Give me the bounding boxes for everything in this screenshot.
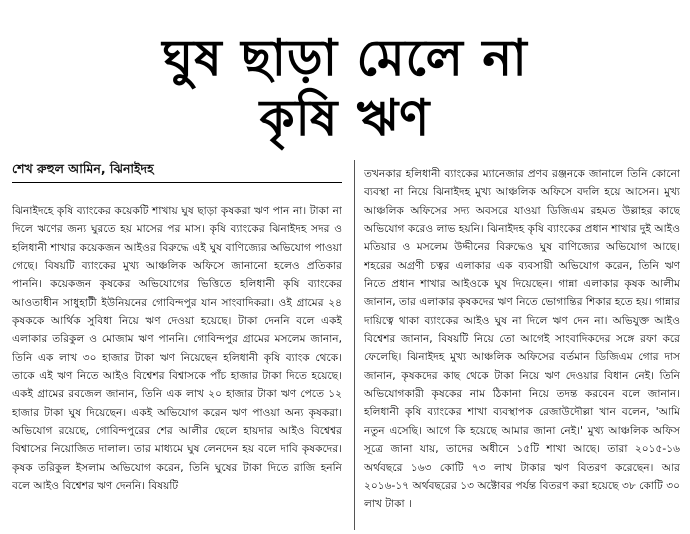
byline-rule — [12, 182, 342, 183]
column-divider — [354, 160, 355, 530]
article-column-right: তখনকার হলিধানী ব্যাংকের ম্যানেজার প্রণব রঞ্জনকে জানালে তিনি কোনো ব্যবস্থা না নিয়ে ঝিনাইদহ মুখ্য আঞ্চলিক অফিসে বদলি হয়ে আসেন। মুখ্য আঞ্চলিক অফিসের সদ্য অবসরে যাওয়া ডিজিএম রহমত উল্লাহর কাছে অভিযোগ করেও লাভ হয়নি। ঝিনাইদহ কৃষি ব্যাংকের প্রধান শাখার দুই আইও মতিয়ার ও মসলেম উদ্দীনের বিরুদ্ধেও ঘুষ বাণিজ্যের অভিযোগ আছে। শহরের অগ্রণী চত্বর এলাকার এক ব্যবসায়ী অভিযোগ করেন, তিনি ঋণ নিতে প্রধান শাখার আইওকে ঘুষ দিয়েছেন। গান্না এলাকার কৃষক আলীম জানান, তার এলাকার কৃষকদের ঋণ নিতে ভোগান্তির শিকার হতে হয়। গান্নার দায়িত্বে থাকা ব্যাংকের আইও ঘুষ না দিলে ঋণ দেন না। অভিযুক্ত আইও বিশ্বেশর জানান, বিষয়টি নিয়ে তো আগেই সাংবাদিকদের সঙ্গে রফা করে ফেলেছি। ঝিনাইদহ মুখ্য আঞ্চলিক অফিসের বর্তমান ডিজিএম গোর দাস জানান, কৃষকদের কাছ থেকে টাকা নিয়ে ঋণ দেওয়ার বিধান নেই। তিনি অভিযোগকারী কৃষকের নাম ঠিকানা নিয়ে তদন্ত করবেন বলে জানান। হলিধানী কৃষি ব্যাংকের শাখা ব্যবস্থাপক রেজাউদৌল্লা খান বলেন, 'আমি নতুন এসেছি। আগে কি হয়েছে আমার জানা নেই।' মুখ্য আঞ্চলিক অফিস সূত্রে জানা যায়, তাদের অধীনে ১৫টি শাখা আছে। তারা ২০১৫-১৬ অর্থবছরে ১৬৩ কোটি ৭৩ লাখ টাকার ঋণ বিতরণ করেছেন। আর ২০১৬-১৭ অর্থবছরের ১৩ অক্টোবর পর্যন্ত বিতরণ করা হয়েছে ৩৮ কোটি ৩০ লাখ টাকা । — [364, 168, 680, 511]
article-column-left: ঝিনাইদহে কৃষি ব্যাংকের কয়েকটি শাখায় ঘুষ ছাড়া কৃষকরা ঋণ পান না। টাকা না দিলে ঋণের জন্য ঘুরতে হয় মাসের পর মাস। কৃষি ব্যাংকের ঝিনাইদহ সদর ও হলিধানী শাখার কয়েকজন আইওর বিরুদ্ধে এই ঘুষ বাণিজ্যের অভিযোগ পাওয়া গেছে। বিষয়টি ব্যাংকের মুখ্য আঞ্চলিক অফিসে জানানো হলেও প্রতিকার পাননি। কয়েকজন কৃষকের অভিযোগের ভিত্তিতে হলিধানী কৃষি ব্যাংকের আওতাধীন সাধুহাটী ইউনিয়নের গোবিন্দপুর যান সাংবাদিকরা। ওই গ্রামের ২৪ কৃষককে আর্থিক সুবিধা নিয়ে ঋণ দেওয়া হয়েছে। টাকা দেননি বলে একই এলাকার তরিকুল ও মোজাম ঋণ পাননি। গোবিন্দপুর গ্রামের মসলেম জানান, তিনি এক লাখ ৩০ হাজার টাকা ঋণ নিয়েছেন হলিধানী কৃষি ব্যাংক থেকে। তাকে এই ঋণ নিতে আইও বিশ্বেশর বিশ্বাসকে পাঁচ হাজার টাকা দিতে হয়েছে। একই গ্রামের রবজেল জানান, তিনি এক লাখ ২০ হাজার টাকা ঋণ পেতে ১২ হাজার টাকা ঘুষ দিয়েছেন। একই অভিযোগ করেন ঋণ পাওয়া অন্য কৃষকরা। অভিযোগ রয়েছে, গোবিন্দপুরের শের আলীর ছেলে হায়দার আইও বিশ্বেশ্বর বিশ্বাসের নিয়োজিত দালাল। তার মাধ্যমে ঘুষ লেনদেন হয় বলে দাবি কৃষকদের। কৃষক তরিকুল ইসলাম অভিযোগ করেন, তিনি ঘুষের টাকা দিতে রাজি হননি বলে আইও বিশ্বেশর ঋণ দেননি। বিষয়টি — [12, 205, 342, 493]
headline-line-1: ঘুষ ছাড়া মেলে না — [162, 29, 528, 87]
headline-line-2: কৃষি ঋণ — [259, 89, 431, 147]
byline: শেখ রুহুল আমিন, ঝিনাইদহ — [12, 161, 154, 176]
